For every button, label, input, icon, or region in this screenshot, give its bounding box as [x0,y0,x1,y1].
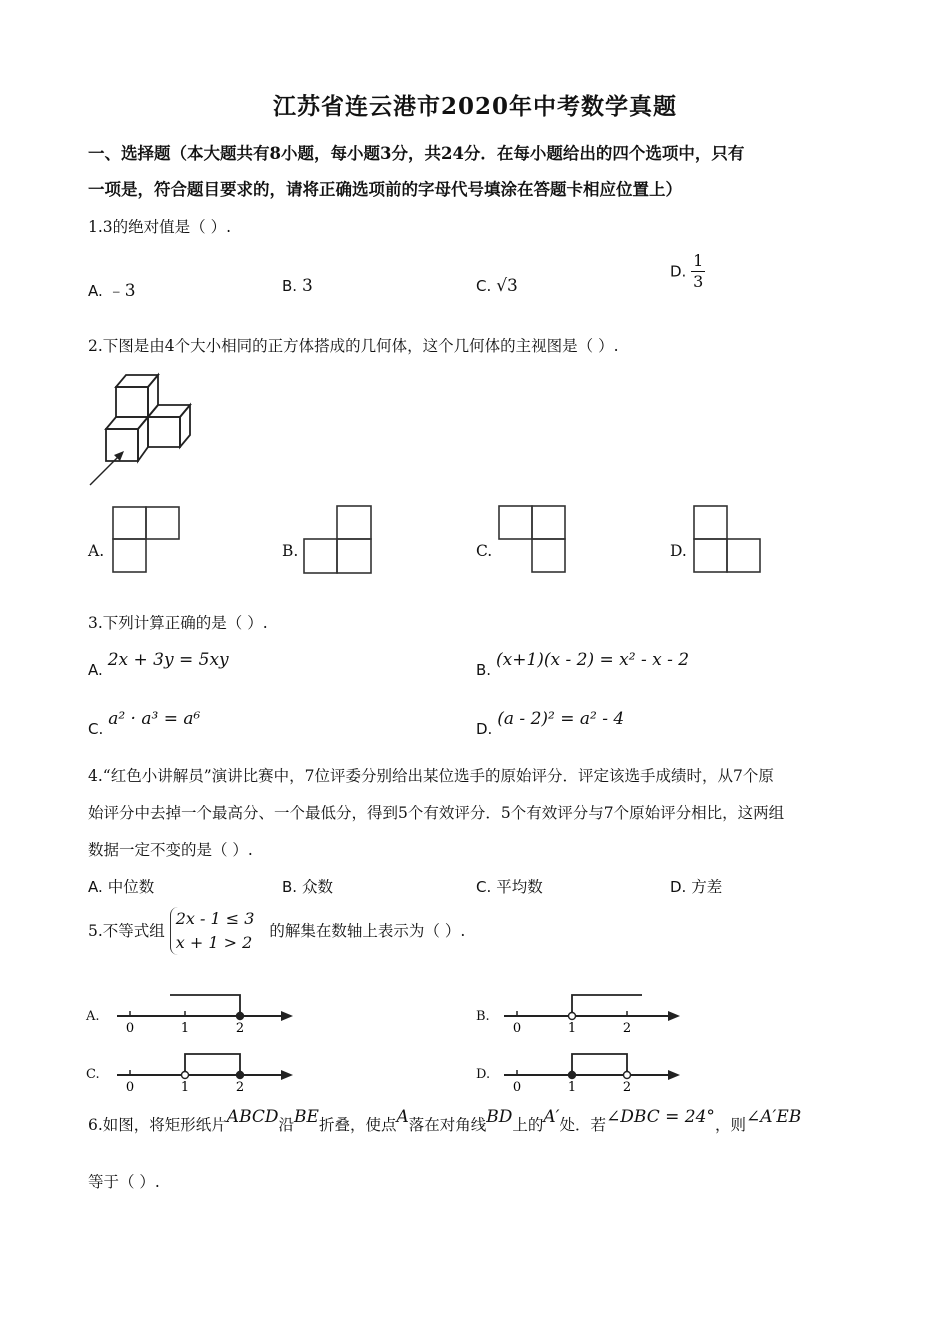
axis-arrow [281,1070,293,1080]
q4-option-d[interactable] [670,875,722,897]
q5-option-c-numberline[interactable] [115,1044,295,1094]
open-endpoint [182,1072,189,1079]
q6-math-abcd: ABCD [226,1107,279,1127]
open-endpoint [624,1072,631,1079]
q5-inequality-1: 2x - 1 ≤ 3 [175,909,255,928]
q1-option-c[interactable] [476,276,518,296]
tick-label: 1 [567,1080,577,1095]
q6-math-be: BE [294,1107,319,1127]
q1-option-a[interactable] [88,276,136,301]
closed-endpoint [237,1072,244,1079]
q5-inequality-2: x + 1 > 2 [175,933,253,952]
tick-label: 2 [235,1021,245,1036]
tick-label: 0 [512,1021,522,1036]
q4-stem [88,758,868,869]
q4-stem-line2: 始评分中去掉一个最高分、一个最低分，得到5个有效评分．5个有效评分与7个原始评分相比，这两组 [88,804,785,822]
q6-text-1: 6.如图，将矩形纸片 [88,1116,227,1134]
tick-label: 1 [180,1080,190,1095]
q2-stem: 2.下图是由4个大小相同的正方体搭成的几何体，这个几何体的主视图是（ ）. [88,337,619,355]
q5-option-d-label[interactable]: D. [476,1067,491,1082]
q2-option-d-label[interactable]: D. [670,542,687,560]
q3-option-a-expr: 2x + 3y = 5xy [107,650,229,670]
q1-option-c-label: C. [476,277,492,295]
q2-option-b-figure[interactable] [303,505,373,575]
q5-option-d-numberline[interactable] [502,1044,682,1094]
q5-inequality-system [170,907,255,955]
q4-stem-line3: 数据一定不变的是（ ）. [88,841,253,859]
tick-label: 2 [235,1080,245,1095]
q3-option-b-label: B. [476,661,492,679]
q4-option-c-value: 平均数 [496,878,543,896]
q2-option-a-figure[interactable] [112,506,180,574]
q4-option-c-label: C. [476,878,492,896]
q5-stem-suffix: 的解集在数轴上表示为（ ）. [269,922,466,940]
q6-math-a-prime: A′ [543,1107,560,1127]
section-heading [88,136,878,208]
q4-option-b[interactable] [282,875,333,897]
q1-option-d[interactable] [670,252,705,291]
q5-stem [88,907,465,955]
q1-option-d-fraction [691,252,705,291]
q6-text-5: 上的 [512,1116,544,1134]
q4-option-a-value: 中位数 [107,878,155,896]
q4-option-a-label: A. [88,878,103,896]
solution-bracket [185,1054,240,1075]
q6-text-7: ，则 [714,1116,746,1134]
q3-option-a-label: A. [88,661,103,679]
q6-math-a: A [396,1107,409,1127]
cube-stack-figure [80,365,210,490]
q6-text-2: 沿 [278,1116,295,1134]
solution-ray [572,995,642,1016]
q5-option-b-numberline[interactable] [502,985,672,1035]
q5-option-a-label[interactable]: A. [86,1009,100,1024]
tick-label: 1 [567,1021,577,1036]
q5-option-c-label[interactable]: C. [86,1067,100,1082]
q2-option-a-label[interactable]: A. [88,542,105,560]
q1-option-c-value: √3 [496,276,518,296]
q1-option-a-label: A. [88,282,103,300]
section-heading-line1: 一、选择题（本大题共有8小题，每小题3分，共24分．在每小题给出的四个选项中，只有 [88,144,745,163]
q6-stem-line2: 等于（ ）. [88,1173,160,1191]
q4-option-d-label: D. [670,878,687,896]
q3-option-d-expr: (a - 2)² = a² - 4 [497,709,625,729]
q6-text-4: 落在对角线 [408,1116,487,1134]
solution-ray [170,995,240,1016]
q1-option-b-label: B. [282,277,298,295]
fraction-denominator: 3 [693,272,704,291]
tick-label: 2 [622,1021,632,1036]
section-heading-line2: 一项是，符合题目要求的，请将正确选项前的字母代号填涂在答题卡相应位置上） [88,180,682,199]
q1-option-d-label: D. [670,262,687,281]
q4-option-b-value: 众数 [302,878,334,896]
q1-option-b[interactable] [282,276,313,296]
solution-bracket [572,1054,627,1075]
closed-endpoint [569,1072,576,1079]
q4-option-d-value: 方差 [691,878,723,896]
q3-option-c-label: C. [88,720,104,738]
q3-option-a[interactable] [88,650,229,679]
q1-stem: 1.3的绝对值是（ ）. [88,218,232,236]
q6-math-bd: BD [486,1107,513,1127]
q3-option-d-label: D. [476,720,493,738]
q3-stem: 3.下列计算正确的是（ ）. [88,614,268,632]
tick-label: 2 [622,1080,632,1095]
open-endpoint [569,1013,576,1020]
tick-label: 0 [125,1080,135,1095]
q4-option-b-label: B. [282,878,298,896]
q6-stem-line1 [88,1107,878,1135]
q3-option-b[interactable] [476,650,690,679]
q6-text-6: 处．若 [559,1116,607,1134]
q1-option-b-value: 3 [302,276,313,296]
q3-option-c-expr: a² · a³ = a⁶ [108,709,201,729]
q2-option-c-label[interactable]: C. [476,542,493,560]
tick-label: 0 [125,1021,135,1036]
q4-stem-line1: 4.“红色小讲解员”演讲比赛中，7位评委分别给出某位选手的原始评分．评定该选手成绩时，从7个原 [88,767,774,785]
cube-stack-lines [106,375,190,461]
q1-option-a-value: ﹣3 [107,281,136,301]
q3-option-c[interactable] [88,709,201,738]
q5-option-b-label[interactable]: B. [476,1009,490,1024]
q3-option-b-expr: (x+1)(x - 2) = x² - x - 2 [496,650,690,670]
q2-option-b-label[interactable]: B. [282,542,299,560]
tick-label: 1 [180,1021,190,1036]
axis-arrow [668,1011,680,1021]
view-arrow-shaft [90,455,120,485]
axis-arrow [668,1070,680,1080]
q5-option-a-numberline[interactable] [115,985,295,1035]
q3-option-d[interactable] [476,709,625,738]
axis-arrow [281,1011,293,1021]
tick-label: 0 [512,1080,522,1095]
q2-option-d-figure[interactable] [693,505,761,573]
q5-stem-prefix: 5.不等式组 [88,922,165,940]
closed-endpoint [237,1013,244,1020]
q6-math-angle-aeb: ∠A′EB [745,1107,802,1127]
q2-option-c-figure[interactable] [498,505,566,573]
q4-option-a[interactable] [88,875,154,897]
page-title: 江苏省连云港市2020年中考数学真题 [272,93,677,120]
q4-option-c[interactable] [476,875,543,897]
q6-math-angle-dbc: ∠DBC = 24° [606,1107,715,1127]
q6-text-3: 折叠，使点 [318,1116,397,1134]
fraction-numerator: 1 [693,251,704,270]
